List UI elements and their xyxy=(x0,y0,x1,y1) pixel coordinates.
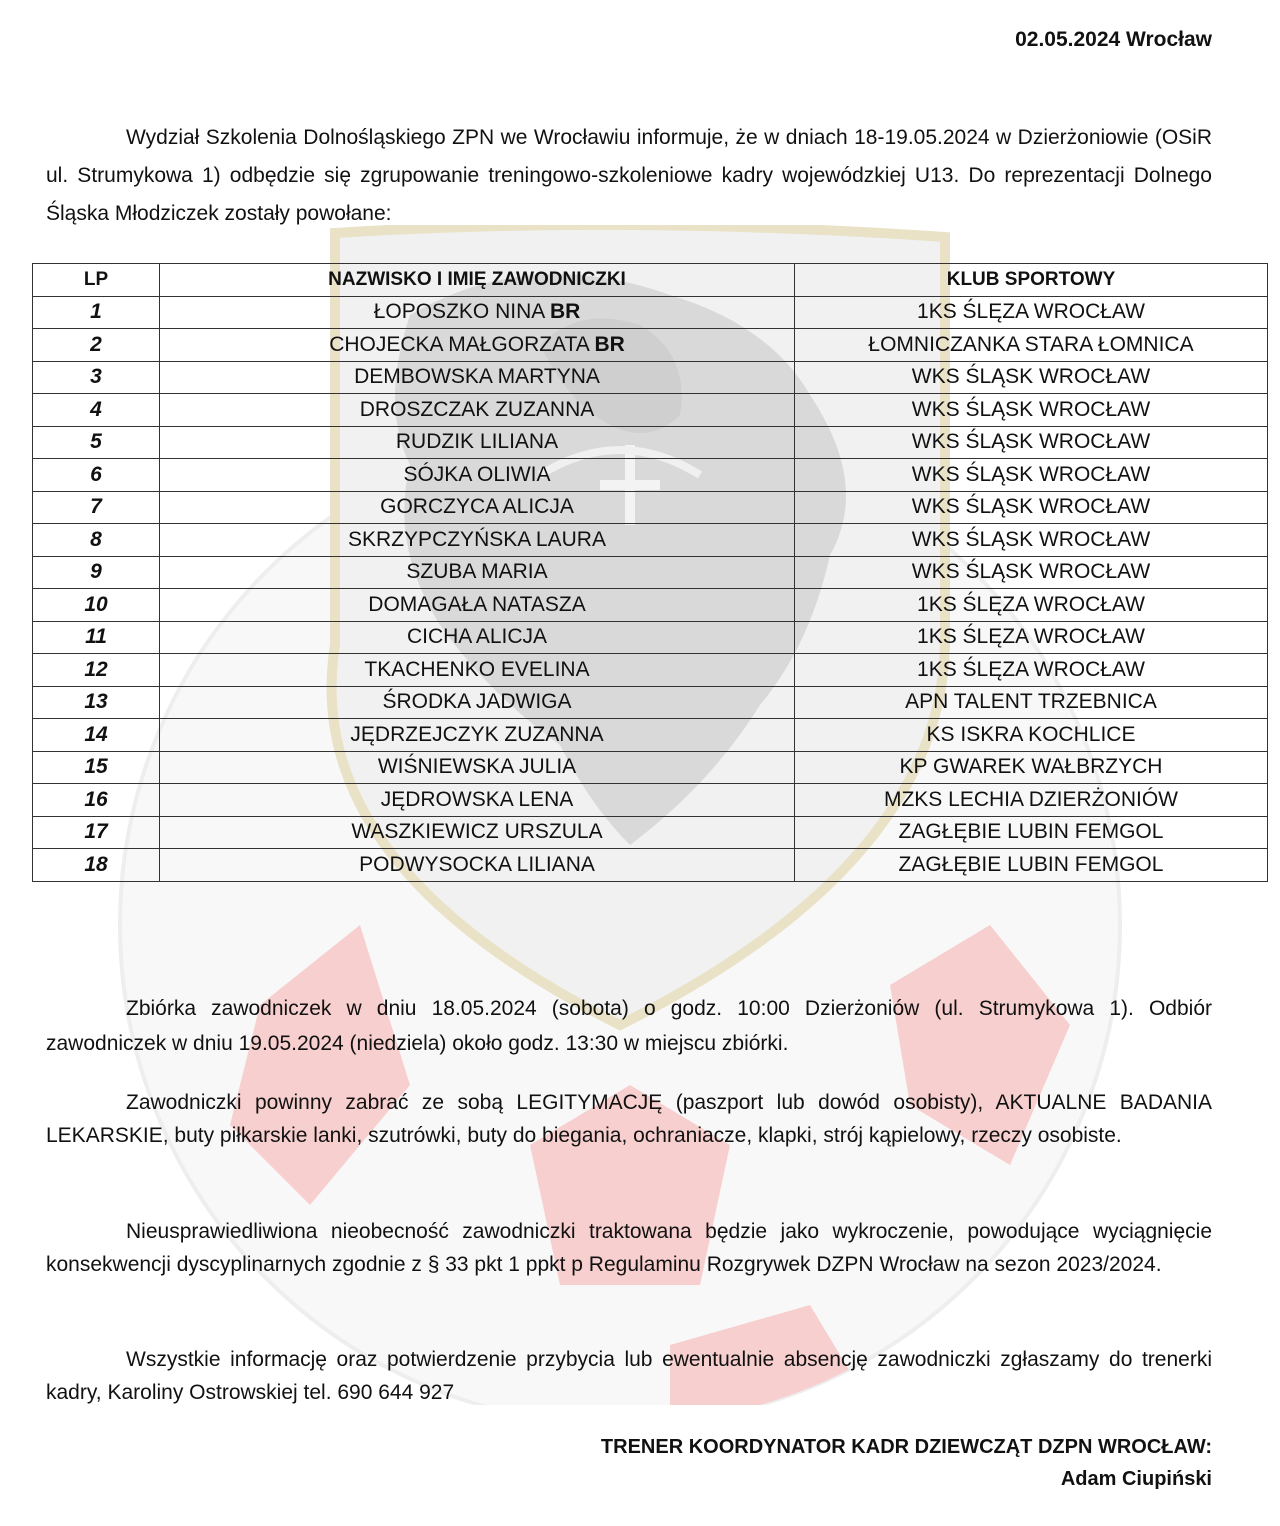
player-name: PODWYSOCKA LILIANA xyxy=(359,852,595,876)
row-number: 8 xyxy=(33,524,160,557)
column-header-lp: LP xyxy=(33,264,160,297)
player-name: SZUBA MARIA xyxy=(406,560,548,584)
row-number: 11 xyxy=(33,621,160,654)
row-number: 7 xyxy=(33,491,160,524)
player-name: RUDZIK LILIANA xyxy=(395,430,559,454)
club-name: WKS ŚLĄSK WROCŁAW xyxy=(795,361,1268,394)
row-number: 3 xyxy=(33,361,160,394)
player-name-cell xyxy=(160,329,795,362)
row-number: 1 xyxy=(33,296,160,329)
table-row xyxy=(33,686,1268,719)
club-name: 1KS ŚLĘZA WROCŁAW xyxy=(795,621,1268,654)
row-number: 6 xyxy=(33,459,160,492)
table-row xyxy=(33,426,1268,459)
row-number: 12 xyxy=(33,654,160,687)
gathering-paragraph: Zbiórka zawodniczek w dniu 18.05.2024 (sobota) o godz. 10:00 Dzierżoniów (ul. Strumykowa 1). Odbiór zawodniczek w dniu 19.05.2024 (niedziela) około godz. 13:30 w miejscu zbiórki. xyxy=(46,997,1212,1055)
player-name: WASZKIEWICZ URSZULA xyxy=(351,820,603,844)
row-number: 13 xyxy=(33,686,160,719)
signature-title: TRENER KOORDYNATOR KADR DZIEWCZĄT DZPN WROCŁAW: xyxy=(600,1436,1212,1458)
player-name: SKRZYPCZYŃSKA LAURA xyxy=(348,527,606,551)
column-header-name: NAZWISKO I IMIĘ ZAWODNICZKI xyxy=(160,264,795,297)
player-name-cell xyxy=(160,849,795,882)
table-row xyxy=(33,296,1268,329)
row-number: 5 xyxy=(33,426,160,459)
player-name-cell xyxy=(160,524,795,557)
player-name-cell xyxy=(160,751,795,784)
table-row xyxy=(33,751,1268,784)
player-name: TKACHENKO EVELINA xyxy=(364,657,590,681)
contact-paragraph: Wszystkie informację oraz potwierdzenie przybycia lub ewentualnie absencję zawodniczki zgłaszamy do trenerki kadry, Karoliny Ostrowskiej tel. 690 644 927 xyxy=(46,1348,1212,1404)
row-number: 9 xyxy=(33,556,160,589)
table-row xyxy=(33,459,1268,492)
table-row xyxy=(33,329,1268,362)
player-name: ŁOPOSZKO NINA xyxy=(373,300,545,324)
player-name: CHOJECKA MAŁGORZATA xyxy=(329,332,589,356)
player-name: DEMBOWSKA MARTYNA xyxy=(354,365,600,389)
absence-paragraph: Nieusprawiedliwiona nieobecność zawodniczki traktowana będzie jako wykroczenie, powodujące wyciągnięcie konsekwencji dyscyplinarnych zgodnie z § 33 pkt 1 ppkt p Regulaminu Rozgrywek DZPN Wrocław na sezon 2023/2024. xyxy=(46,1220,1212,1276)
row-number: 17 xyxy=(33,816,160,849)
player-name-cell xyxy=(160,654,795,687)
club-name: APN TALENT TRZEBNICA xyxy=(795,686,1268,719)
club-name: WKS ŚLĄSK WROCŁAW xyxy=(795,491,1268,524)
player-name-cell xyxy=(160,426,795,459)
club-name: WKS ŚLĄSK WROCŁAW xyxy=(795,426,1268,459)
table-row xyxy=(33,589,1268,622)
table-row xyxy=(33,654,1268,687)
club-name: WKS ŚLĄSK WROCŁAW xyxy=(795,524,1268,557)
table-header-row xyxy=(33,264,1268,297)
player-name: WIŚNIEWSKA JULIA xyxy=(377,755,577,779)
row-number: 15 xyxy=(33,751,160,784)
table-row xyxy=(33,556,1268,589)
player-badge: BR xyxy=(594,332,625,356)
player-name: CICHA ALICJA xyxy=(406,625,548,649)
player-name-cell xyxy=(160,589,795,622)
club-name: WKS ŚLĄSK WROCŁAW xyxy=(795,556,1268,589)
table-row xyxy=(33,361,1268,394)
intro-paragraph: Wydział Szkolenia Dolnośląskiego ZPN we Wrocławiu informuje, że w dniach 18-19.05.2024 w Dzierżoniowie (OSiR ul. Strumykowa 1) odbędzie się zgrupowanie treningowo-szkoleniowe kadry wojewódzkiej U13. Do reprezentacji Dolnego Śląska Młodziczek zostały powołane: xyxy=(46,126,1212,225)
row-number: 10 xyxy=(33,589,160,622)
table-row xyxy=(33,524,1268,557)
player-name: JĘDROWSKA LENA xyxy=(380,787,574,811)
player-name-cell xyxy=(160,556,795,589)
club-name: WKS ŚLĄSK WROCŁAW xyxy=(795,394,1268,427)
player-name: JĘDRZEJCZYK ZUZANNA xyxy=(350,722,604,746)
club-name: 1KS ŚLĘZA WROCŁAW xyxy=(795,589,1268,622)
club-name: 1KS ŚLĘZA WROCŁAW xyxy=(795,296,1268,329)
roster-table-body xyxy=(33,296,1268,881)
player-name-cell xyxy=(160,816,795,849)
player-name-cell xyxy=(160,491,795,524)
player-name: ŚRODKA JADWIGA xyxy=(382,690,572,714)
club-name: KP GWAREK WAŁBRZYCH xyxy=(795,751,1268,784)
club-name: ZAGŁĘBIE LUBIN FEMGOL xyxy=(795,849,1268,882)
table-row xyxy=(33,719,1268,752)
club-name: KS ISKRA KOCHLICE xyxy=(795,719,1268,752)
player-name-cell xyxy=(160,686,795,719)
table-row xyxy=(33,621,1268,654)
row-number: 4 xyxy=(33,394,160,427)
signature-name: Adam Ciupiński xyxy=(1060,1468,1212,1490)
table-row xyxy=(33,849,1268,882)
player-badge: BR xyxy=(549,300,581,324)
table-row xyxy=(33,394,1268,427)
column-header-club: KLUB SPORTOWY xyxy=(795,264,1268,297)
table-row xyxy=(33,491,1268,524)
player-name-cell xyxy=(160,621,795,654)
table-row xyxy=(33,816,1268,849)
table-row xyxy=(33,784,1268,817)
row-number: 2 xyxy=(33,329,160,362)
player-name-cell xyxy=(160,459,795,492)
club-name: WKS ŚLĄSK WROCŁAW xyxy=(795,459,1268,492)
roster-table xyxy=(32,263,1268,882)
player-name-cell xyxy=(160,719,795,752)
equipment-paragraph: Zawodniczki powinny zabrać ze sobą LEGITYMACJĘ (paszport lub dowód osobisty), AKTUALNE BADANIA LEKARSKIE, buty piłkarskie lanki, szutrówki, buty do biegania, ochraniacze, klapki, strój kąpielowy, rzeczy osobiste. xyxy=(46,1091,1212,1147)
player-name-cell xyxy=(160,361,795,394)
document-date-place: 02.05.2024 Wrocław xyxy=(1015,28,1212,51)
player-name-cell xyxy=(160,296,795,329)
player-name-cell xyxy=(160,784,795,817)
player-name-cell xyxy=(160,394,795,427)
row-number: 18 xyxy=(33,849,160,882)
club-name: ŁOMNICZANKA STARA ŁOMNICA xyxy=(795,329,1268,362)
player-name: SÓJKA OLIWIA xyxy=(403,462,551,486)
signature-block xyxy=(601,1431,1212,1495)
row-number: 14 xyxy=(33,719,160,752)
row-number: 16 xyxy=(33,784,160,817)
club-name: 1KS ŚLĘZA WROCŁAW xyxy=(795,654,1268,687)
player-name: DROSZCZAK ZUZANNA xyxy=(359,397,595,421)
club-name: MZKS LECHIA DZIERŻONIÓW xyxy=(795,784,1268,817)
player-name: GORCZYCA ALICJA xyxy=(380,495,574,519)
player-name: DOMAGAŁA NATASZA xyxy=(368,592,586,616)
club-name: ZAGŁĘBIE LUBIN FEMGOL xyxy=(795,816,1268,849)
